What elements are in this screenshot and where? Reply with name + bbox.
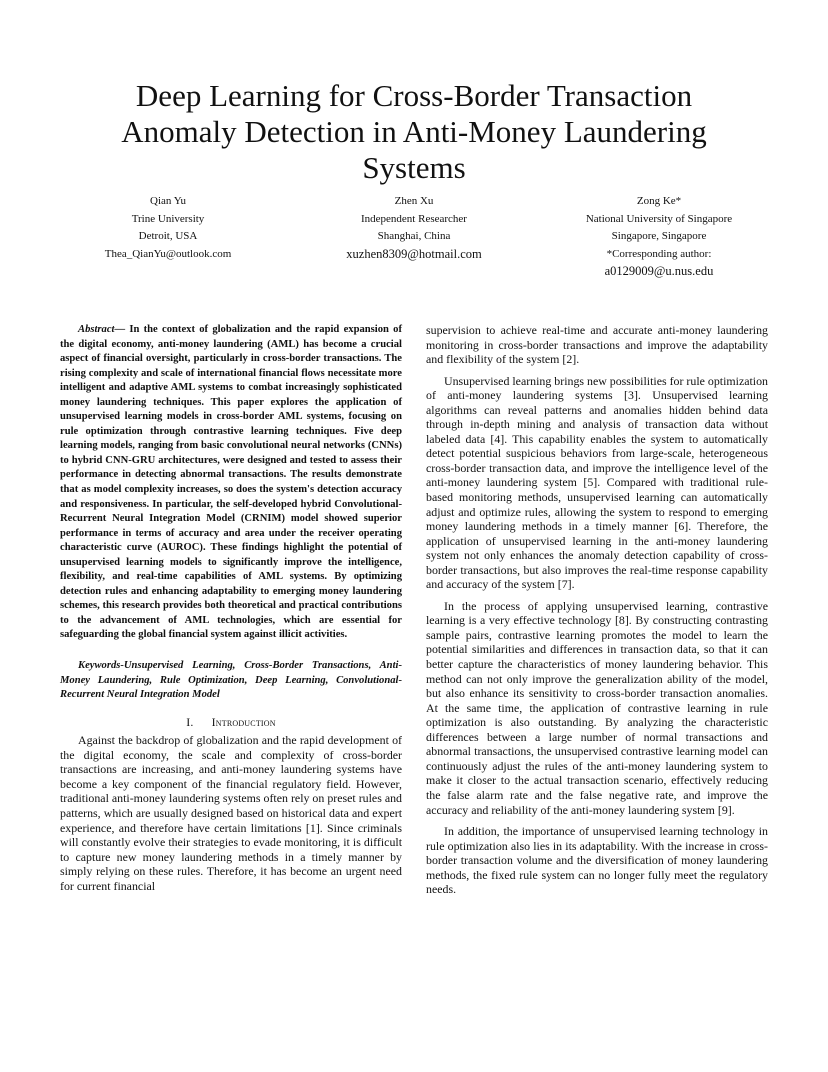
section-title: Introduction <box>211 714 276 729</box>
keywords-label: Keywords- <box>78 660 124 672</box>
author-location: Shanghai, China <box>377 230 451 242</box>
abstract-dash: — <box>114 324 126 335</box>
keywords-text: Unsupervised Learning, Cross-Border Transactions, Anti-Money Laundering, Rule Optimization, Deep Learning, Convolutional-Recurrent Neural Integration Model <box>60 660 402 701</box>
body-paragraph: In addition, the importance of unsupervised learning technology in rule optimization also lies in its adaptability. With the increase in cross-border transaction volume and the diversification of money laundering methods, the fixed rule system can no longer fully meet the regulatory needs. <box>426 824 768 897</box>
author-email[interactable]: xuzhen8309@hotmail.com <box>346 246 482 261</box>
author-name: Qian Yu <box>150 195 186 207</box>
author-card-zong-ke <box>568 193 750 281</box>
author-affiliation: Independent Researcher <box>361 212 467 225</box>
section-heading-introduction <box>60 715 402 730</box>
author-email[interactable]: a0129009@u.nus.edu <box>604 264 714 278</box>
abstract-label: Abstract <box>78 324 115 335</box>
author-card-zhen-xu <box>324 193 504 263</box>
body-paragraph: Unsupervised learning brings new possibilities for rule optimization of anti-money laundering systems [3]. Unsupervised learning algorithms can reveal patterns and anomalies hidden behind data through in-depth mining and analysis of transaction data without labeled data [4]. This capability enables the system to automatically detect potential suspicious behaviors from large-scale, heterogeneous cross-border transaction data, and improve the intelligence level of the anti-money laundering system [5]. Compared with traditional rule-based monitoring methods, unsupervised learning can automatically adjust and optimize rules, allowing the system to respond to emerging money laundering methods in a timely manner [6]. Therefore, the application of unsupervised learning in the anti-money laundering system not only enhances the anomaly detection capability of cross-border transactions, but also improves the real-time response capability and accuracy of the system [7]. <box>426 373 768 592</box>
author-location: Singapore, Singapore <box>611 230 707 242</box>
author-name: Zhen Xu <box>394 195 434 207</box>
abstract <box>60 323 402 643</box>
paper-title: Deep Learning for Cross-Border Transaction Anomaly Detection in Anti-Money Laundering Systems <box>121 78 707 185</box>
author-location: Detroit, USA <box>138 230 198 242</box>
body-paragraph: Against the backdrop of globalization and the rapid development of the digital economy, the scale and complexity of cross-border transactions are increasing, and anti-money laundering systems have become a key component of the financial regulatory field. However, traditional anti-money laundering systems often rely on preset rules and patterns, which are usually designed based on historical data and expert experience, and therefore have certain limitations [1]. Since criminals will constantly evolve their strategies to evade monitoring, it is difficult to capture new money laundering methods in a timely manner by simply relying on these rules. Therefore, it has become an urgent need for current financial <box>60 733 402 893</box>
right-column <box>426 323 768 904</box>
left-column <box>60 323 402 893</box>
author-card-qian-yu <box>78 193 258 263</box>
author-name: Zong Ke* <box>636 195 682 207</box>
abstract-text: In the context of globalization and the rapid expansion of the digital economy, anti-money laundering (AML) has become a crucial aspect of financial oversight, particularly in cross-border transactions. The rising complexity and scale of international financial flows necessitate more intelligent and adaptive AML systems to combat increasingly sophisticated money laundering techniques. This paper explores the application of unsupervised learning models in cross-border AML systems, focusing on rule optimization through contrastive learning techniques. Five deep learning models, ranging from basic convolutional neural networks (CNNs) to hybrid CNN-GRU architectures, were designed and tested to assess their performance in detecting abnormal transactions. The results demonstrate that as model complexity increases, so does the system's detection accuracy and responsiveness. In particular, the self-developed hybrid Convolutional-Recurrent Neural Integration Model (CRNIM) model showed superior performance in terms of accuracy and area under the receiver operating characteristic curve (AUROC). These findings highlight the potential of unsupervised learning models to significantly improve the intelligence, flexibility, and real-time capabilities of AML systems. By optimizing detection rules and enhancing adaptability to emerging money laundering schemes, this research provides both theoretical and practical contributions to the advancement of AML technologies, which are essential for safeguarding the global financial system against illicit activities. <box>60 324 402 641</box>
author-email[interactable]: Thea_QianYu@outlook.com <box>104 247 232 260</box>
body-paragraph: In the process of applying unsupervised learning, contrastive learning is a very effective technology [8]. By constructing contrasting sample pairs, contrastive learning promotes the model to learn the potential similarities and differences in transaction data, so that it can better capture the characteristics of money laundering behavior. This method can not only improve the generalization ability of the model, but also enhance its sensitivity to cross-border transaction anomalies. At the same time, the application of contrastive learning in rule optimization is also outstanding. By analyzing the characteristic differences between a large number of normal transactions and abnormal transactions, the unsupervised contrastive learning model can continuously adjust the rules of the anti-money laundering system to make it closer to the actual transaction scenario, effectively reducing the false alarm rate and the false negative rate, and improve the accuracy and reliability of the anti-money laundering system [9]. <box>426 598 768 817</box>
section-number: I. <box>186 714 194 729</box>
corresponding-author-note: *Corresponding author: <box>606 247 712 260</box>
body-paragraph: supervision to achieve real-time and accurate anti-money laundering monitoring in cross-border transactions and improve the adaptability and flexibility of the system [2]. <box>426 323 768 367</box>
keywords <box>60 659 402 703</box>
author-affiliation: National University of Singapore <box>585 212 733 225</box>
author-affiliation: Trine University <box>131 212 205 225</box>
